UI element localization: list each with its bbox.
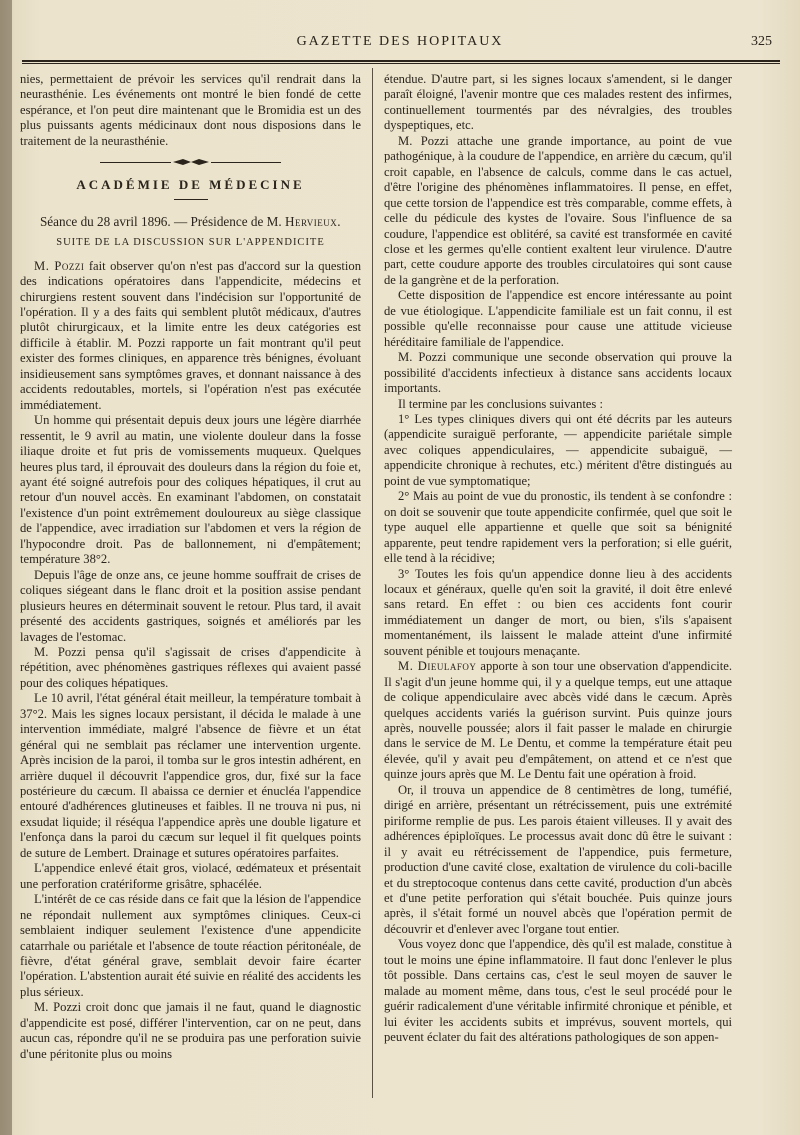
page-number: 325 (751, 34, 772, 49)
paragraph-text: fait observer qu'on n'est pas d'accord sur la question des indications opératoires dans l'appendicite, médecins et chirurgiens restent souvent dans l'indécision sur l'opportunité de l'opération. Il y a des faits qui semblent plutôt médicaux, d'autres plutôt chirurgicaux, et la limite entre les deux catégories est difficile à établir. M. Pozzi rapporte un fait montrant qu'il peut exister des formes cliniques, en apparence très bénignes, évoluant insidieusement sans symptômes graves, et donnant naissance à des accidents redoutables, mortels, si l'opération n'est pas exécutée immédiatement. (20, 258, 361, 412)
conclusion-item: 1° Les types cliniques divers qui ont été décrits par les auteurs (appendicite suraiguë perforante, — appendicite pariétale simple avec coliques appendiculaires, — appendicite subaiguë, — appendicite chronique à rechutes, etc.) méritent d'être distingués au point de vue symptomatique; (384, 411, 732, 488)
paragraph: M. Pozzi communique une seconde observation qui prouve la possibilité d'accidents infectieux à distance sans accidents locaux importants. (384, 350, 732, 396)
paragraph: étendue. D'autre part, si les signes locaux s'amendent, si le danger paraît éloigné, l'avenir montre que ces malades restent des infirmes, continuellement tourmentés par des névralgies, des troubles dyspeptiques, etc. (384, 72, 732, 133)
paragraph: Or, il trouva un appendice de 8 centimètres de long, tuméfié, dirigé en arrière, présentant un rétrécissement, puis une extrémité piriforme remplie de pus. Les parois étaient villeuses. Il y avait des adhérences épiploïques. Le processus avait donc dû être le suivant : il y avait eu rétrécissement de l'appendice, puis fermeture, production d'une cavité close, exaltation de virulence du coli-bacille et du streptocoque contenus dans cette cavité, production d'un abcès et d'une petite perforation qui s'était bouchée. Puis quinze jours après, il s'était formé un nouvel abcès que l'opération permit de découvrir et d'enlever avec l'organe tout entier. (384, 782, 732, 936)
left-column (20, 72, 361, 1062)
header-rule (22, 60, 780, 62)
discussion-subheading: SUITE DE LA DISCUSSION SUR L'APPENDICITE (56, 237, 325, 249)
page-binding-edge (0, 0, 12, 1135)
paragraph: Le 10 avril, l'état général était meilleur, la température tombait à 37°2. Mais les signes locaux persistant, il décida le malade à une intervention immédiate, malgré l'absence de fièvre et un état général qui ne semblait pas réclamer une intervention urgente. Après incision de la paroi, il tomba sur le gros intestin adhérent, en arrière duquel il découvrit l'appendice gros, dur, fixé sur la face postérieure du cæcum. Il abaissa ce dernier et énucléa l'appendice entouré d'adhérences glutineuses et faibles. Il ne trouva ni pus, ni exsudat liquide; il réséqua l'appendice après une double ligature et l'enfonça dans la paroi du cæcum sur lequel il fit quelques points de suture de Lembert. Drainage et sutures opératoires parfaites. (20, 691, 361, 860)
paragraph (20, 259, 361, 414)
paragraph: M. Pozzi pensa qu'il s'agissait de crises d'appendicite à répétition, avec phénomènes gastriques réflexes qui avaient passé pour des coliques hépatiques. (20, 644, 361, 690)
paragraph: Vous voyez donc que l'appendice, dès qu'il est malade, constitue à tout le moins une épine inflammatoire. Il faut donc l'enlever le plus tôt possible. Dans certains cas, c'est le seul moyen de sauver le malade au moment même, dans tous, c'est le seul procédé pour le guérir radicalement d'une véritable infirmité chronique et pénible, et lui éviter les accidents subits et imprévus, souvent mortels, qui peuvent éclater du fait des altérations pathologiques de son appen- (384, 937, 732, 1045)
conclusion-item: 3° Toutes les fois qu'un appendice donne lieu à des accidents locaux et généraux, quelle qu'en soit la gravité, il doit être enlevé sans retard. En effet : ou bien ces accidents font courir immédiatement un danger de mort, ou bien, s'ils s'apaisent momentanément, ils laissent le malade atteint d'une infirmité souvent pénible et toujours menaçante. (384, 566, 732, 658)
section-rule (174, 199, 208, 200)
seance-line (20, 214, 361, 229)
page-header (20, 34, 780, 60)
paragraph: Depuis l'âge de onze ans, ce jeune homme souffrait de crises de coliques siégeant dans le flanc droit et la position assise pendant plusieurs heures en déterminait souvent le retour. Plus tard, il avait présenté des accidents gastriques, soignés et améliorés par les lavages de l'estomac. (20, 567, 361, 644)
conclusion-item: 2° Mais au point de vue du pronostic, ils tendent à se confondre : on doit se souvenir que toute appendicite confirmée, quel que soit le type auquel elle appartienne et quelle que soit sa bénignité apparente, peut tendre rapidement vers la perforation; si elle guérit, elle tend à la récidive; (384, 489, 732, 566)
right-column (384, 72, 732, 1046)
paragraph: Cette disposition de l'appendice est encore intéressante au point de vue étiologique. L'appendicite familiale est un fait connu, il est possible qu'elle reconnaisse pour cause une attitude vicieuse héréditaire familiale de l'appendice. (384, 288, 732, 349)
paragraph: L'appendice enlevé était gros, violacé, œdémateux et présentait une perforation cratériforme grisâtre, sphacélée. (20, 861, 361, 891)
speaker-name: M. Dieulafoy (398, 659, 477, 674)
section-title: ACADÉMIE DE MÉDECINE (76, 177, 305, 193)
ornament-icon (171, 157, 211, 167)
running-title: GAZETTE DES HOPITAUX (296, 34, 504, 49)
paragraph: Il termine par les conclusions suivantes : (398, 396, 603, 411)
paragraph: L'intérêt de ce cas réside dans ce fait que la lésion de l'appendice ne répondait nullement aux symptômes cliniques. Ceux-ci semblaient indiquer seulement l'existence d'une appendicite catarrhale ou pariétale et l'absence de toute réaction péritonéale, de fièvre, d'état général grave, semblait devoir faire écarter l'opération. L'abstention aurait été suivie en réalité des accidents les plus sérieux. (20, 892, 361, 999)
seance-date: Séance du 28 avril 1896. — Présidence de M. (39, 213, 282, 229)
paragraph: M. Pozzi attache une grande importance, au point de vue pathogénique, à la coudure de l'appendice, en arrière du cæcum, qu'il croit capable, en l'absence de calculs, comme dans le cas actuel, d'être l'origine des phénomènes inflammatoires. Il pense, en effet, que cette torsion de l'appendice est très comparable, comme effets, à celle du pédicule des kystes de l'ovaire. Sous l'influence de sa coudure, l'appendice est oblitéré, sa cavité est transformée en cavité close et les germes qu'elle contient exaltent leur virulence. D'autre part, cette coudure apporte des troubles circulatoires qui sont cause de la gangrène et de la perforation. (384, 133, 732, 287)
paragraph (384, 659, 732, 783)
paragraph-text: apporte à son tour une observation d'appendicite. Il s'agit d'un jeune homme qui, il y a quelque temps, eut une attaque de colique appendiculaire avec abcès vidé dans le cæcum. Après quelques accidents variés la guérison survint. Puis quinze jours après, nouvelle poussée; alors il fait passer le malade en chirurgie dans le service de M. Le Dentu, et comme la température était peu élevée, qu'il y avait peu d'empâtement, on attend et ce n'est que quinze jours après que M. Le Dentu fait une opération à froid. (384, 659, 732, 782)
header-rule-thin (22, 63, 780, 64)
paragraph: Un homme qui présentait depuis deux jours une légère diarrhée ressentit, le 9 avril au matin, une violente douleur dans la fosse iliaque droite et fut pris de vomissements muqueux. Quelques heures plus tard, il éprouvait des douleurs dans la région du foie et, ayant été soigné autrefois pour des coliques hépatiques, il crut au retour d'un nouvel accès. En examinant l'abdomen, on constatait l'existence d'un point extrêmement douloureux au siège classique de l'appendice, avec irradiation sur l'abdomen et vers la région de l'hypocondre droit. Pas de ballonnement, ni d'empâtement; température 38°2. (20, 413, 361, 567)
speaker-name: M. Pozzi (34, 258, 85, 273)
paragraph: M. Pozzi croit donc que jamais il ne faut, quand le diagnostic d'appendicite est posé, différer l'intervention, car on ne peut, dans aucun cas, répondre qu'il ne se produira pas une perforation suivie d'une péritonite plus ou moins (20, 1000, 361, 1061)
intro-paragraph: nies, permettaient de prévoir les services qu'il rendrait dans la neurasthénie. Les événements ont montré le bien fondé de cette espérance, et l'on peut dire maintenant que le Bromidia est un des plus puissants agents médicinaux dont nous disposions dans le traitement de la neurasthénie. (20, 72, 361, 148)
president-name: Hervieux. (284, 213, 342, 229)
column-divider (372, 68, 373, 1098)
ornament-divider (20, 157, 361, 167)
